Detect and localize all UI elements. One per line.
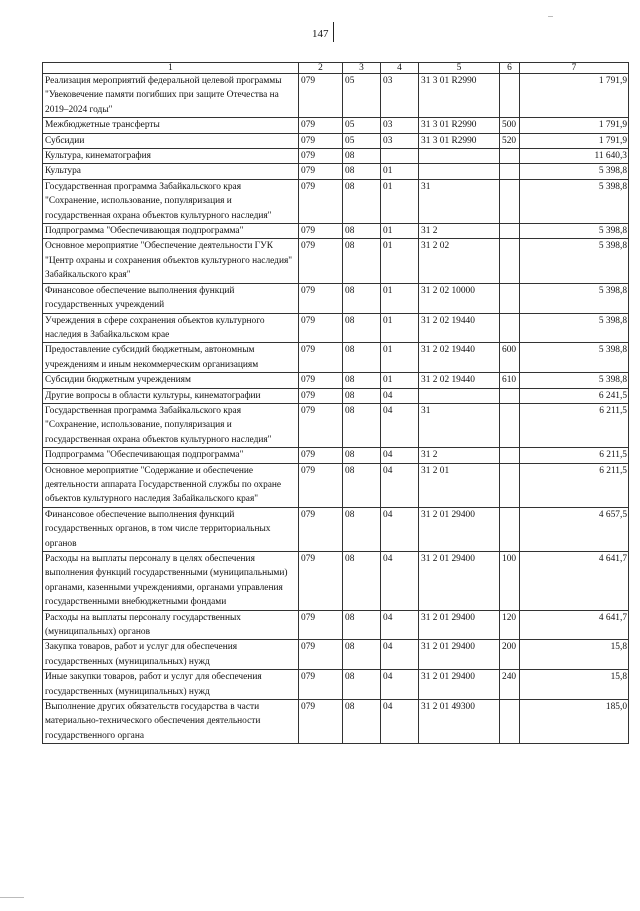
subsection-cell: 04 [381, 640, 419, 670]
section-cell: 08 [343, 403, 381, 447]
column-header: 4 [381, 63, 419, 74]
page-number: 147 [312, 28, 329, 40]
target-article-cell: 31 2 02 19440 [419, 373, 500, 388]
grbs-cell: 079 [299, 373, 343, 388]
grbs-cell: 079 [299, 74, 343, 118]
target-article-cell: 31 2 [419, 448, 500, 463]
table-row [43, 552, 629, 611]
table-row [43, 313, 629, 343]
table-row [43, 507, 629, 551]
table-row [43, 224, 629, 239]
row-name-cell: Культура [43, 164, 299, 179]
grbs-cell: 079 [299, 343, 343, 373]
expense-type-cell: 120 [500, 610, 520, 640]
section-cell: 05 [343, 74, 381, 118]
target-article-cell: 31 2 02 [419, 239, 500, 283]
amount-cell: 6 241,5 [520, 388, 629, 403]
row-name-cell: Учреждения в сфере сохранения объектов культурного наследия в Забайкальском крае [43, 313, 299, 343]
target-article-cell: 31 3 01 R2990 [419, 118, 500, 133]
row-name-cell: Субсидии бюджетным учреждениям [43, 373, 299, 388]
expense-type-cell [500, 179, 520, 223]
row-name-cell: Предоставление субсидий бюджетным, автономным учреждениям и иным некоммерческим организациям [43, 343, 299, 373]
target-article-cell: 31 2 01 29400 [419, 640, 500, 670]
subsection-cell: 01 [381, 164, 419, 179]
subsection-cell: 01 [381, 343, 419, 373]
grbs-cell: 079 [299, 133, 343, 148]
section-cell: 08 [343, 373, 381, 388]
subsection-cell: 03 [381, 118, 419, 133]
expense-type-cell [500, 388, 520, 403]
target-article-cell: 31 [419, 179, 500, 223]
row-name-cell: Реализация мероприятий федеральной целевой программы "Увековечение памяти погибших при защите Отечества на 2019–2024 годы" [43, 74, 299, 118]
expense-type-cell: 100 [500, 552, 520, 611]
target-article-cell: 31 2 01 [419, 463, 500, 507]
amount-cell: 11 640,3 [520, 149, 629, 164]
grbs-cell: 079 [299, 164, 343, 179]
table-row [43, 373, 629, 388]
grbs-cell: 079 [299, 224, 343, 239]
grbs-cell: 079 [299, 610, 343, 640]
table-row [43, 179, 629, 223]
column-header: 2 [299, 63, 343, 74]
expense-type-cell [500, 74, 520, 118]
amount-cell: 5 398,8 [520, 313, 629, 343]
amount-cell: 5 398,8 [520, 343, 629, 373]
subsection-cell: 03 [381, 133, 419, 148]
table-row [43, 670, 629, 700]
row-name-cell: Расходы на выплаты персоналу государственных (муниципальных) органов [43, 610, 299, 640]
row-name-cell: Другие вопросы в области культуры, кинематографии [43, 388, 299, 403]
table-header-row [43, 63, 629, 74]
scan-mark [548, 16, 553, 17]
subsection-cell: 01 [381, 283, 419, 313]
amount-cell: 1 791,9 [520, 118, 629, 133]
target-article-cell: 31 2 01 29400 [419, 552, 500, 611]
grbs-cell: 079 [299, 670, 343, 700]
grbs-cell: 079 [299, 448, 343, 463]
amount-cell: 4 657,5 [520, 507, 629, 551]
column-header: 5 [419, 63, 500, 74]
row-name-cell: Подпрограмма "Обеспечивающая подпрограмма" [43, 448, 299, 463]
column-header: 7 [520, 63, 629, 74]
section-cell: 05 [343, 133, 381, 148]
subsection-cell: 04 [381, 507, 419, 551]
section-cell: 08 [343, 640, 381, 670]
expense-type-cell [500, 149, 520, 164]
target-article-cell: 31 2 01 29400 [419, 670, 500, 700]
grbs-cell: 079 [299, 179, 343, 223]
section-cell: 08 [343, 149, 381, 164]
table-row [43, 133, 629, 148]
page-number-mark [333, 22, 334, 42]
target-article-cell: 31 3 01 R2990 [419, 133, 500, 148]
amount-cell: 15,8 [520, 640, 629, 670]
section-cell: 08 [343, 179, 381, 223]
table-row [43, 463, 629, 507]
amount-cell: 6 211,5 [520, 448, 629, 463]
expense-type-cell [500, 463, 520, 507]
grbs-cell: 079 [299, 149, 343, 164]
row-name-cell: Выполнение других обязательств государства в части материально-технического обеспечения деятельности государственного органа [43, 700, 299, 744]
amount-cell: 5 398,8 [520, 373, 629, 388]
grbs-cell: 079 [299, 283, 343, 313]
amount-cell: 5 398,8 [520, 239, 629, 283]
expense-type-cell [500, 448, 520, 463]
grbs-cell: 079 [299, 640, 343, 670]
expense-type-cell: 520 [500, 133, 520, 148]
amount-cell: 5 398,8 [520, 179, 629, 223]
subsection-cell: 04 [381, 610, 419, 640]
expense-type-cell [500, 507, 520, 551]
column-header: 1 [43, 63, 299, 74]
row-name-cell: Закупка товаров, работ и услуг для обеспечения государственных (муниципальных) нужд [43, 640, 299, 670]
section-cell: 08 [343, 700, 381, 744]
section-cell: 08 [343, 313, 381, 343]
table-row [43, 448, 629, 463]
expense-type-cell [500, 164, 520, 179]
amount-cell: 6 211,5 [520, 403, 629, 447]
expense-type-cell [500, 403, 520, 447]
table-row [43, 388, 629, 403]
section-cell: 08 [343, 448, 381, 463]
row-name-cell: Субсидии [43, 133, 299, 148]
target-article-cell: 31 2 01 29400 [419, 507, 500, 551]
expense-type-cell: 500 [500, 118, 520, 133]
table-row [43, 403, 629, 447]
section-cell: 08 [343, 670, 381, 700]
table-row [43, 343, 629, 373]
expense-type-cell: 200 [500, 640, 520, 670]
grbs-cell: 079 [299, 552, 343, 611]
subsection-cell: 04 [381, 448, 419, 463]
row-name-cell: Финансовое обеспечение выполнения функций государственных органов, в том числе территориальных органов [43, 507, 299, 551]
grbs-cell: 079 [299, 463, 343, 507]
expense-type-cell [500, 700, 520, 744]
target-article-cell [419, 149, 500, 164]
section-cell: 08 [343, 164, 381, 179]
section-cell: 08 [343, 343, 381, 373]
amount-cell: 15,8 [520, 670, 629, 700]
expense-type-cell: 600 [500, 343, 520, 373]
row-name-cell: Государственная программа Забайкальского края "Сохранение, использование, популяризация и государственная охрана объектов культурного наследия" [43, 179, 299, 223]
amount-cell: 185,0 [520, 700, 629, 744]
row-name-cell: Культура, кинематография [43, 149, 299, 164]
grbs-cell: 079 [299, 507, 343, 551]
table-row [43, 149, 629, 164]
section-cell: 08 [343, 283, 381, 313]
section-cell: 08 [343, 463, 381, 507]
section-cell: 08 [343, 388, 381, 403]
row-name-cell: Расходы на выплаты персоналу в целях обеспечения выполнения функций государственными (муниципальными) органами, казенными учреждениями, органами управления государственными внебюджетными фондами [43, 552, 299, 611]
subsection-cell: 04 [381, 552, 419, 611]
amount-cell: 6 211,5 [520, 463, 629, 507]
expense-type-cell [500, 239, 520, 283]
table-row [43, 118, 629, 133]
row-name-cell: Подпрограмма "Обеспечивающая подпрограмма" [43, 224, 299, 239]
target-article-cell: 31 2 01 29400 [419, 610, 500, 640]
row-name-cell: Государственная программа Забайкальского края "Сохранение, использование, популяризация и государственная охрана объектов культурного наследия" [43, 403, 299, 447]
target-article-cell: 31 2 02 10000 [419, 283, 500, 313]
amount-cell: 5 398,8 [520, 164, 629, 179]
subsection-cell [381, 149, 419, 164]
expense-type-cell [500, 283, 520, 313]
table-body [43, 74, 629, 744]
column-header: 6 [500, 63, 520, 74]
subsection-cell: 01 [381, 179, 419, 223]
target-article-cell: 31 2 02 19440 [419, 313, 500, 343]
grbs-cell: 079 [299, 239, 343, 283]
expense-type-cell: 610 [500, 373, 520, 388]
section-cell: 08 [343, 552, 381, 611]
table-row [43, 239, 629, 283]
subsection-cell: 03 [381, 74, 419, 118]
amount-cell: 4 641,7 [520, 552, 629, 611]
grbs-cell: 079 [299, 700, 343, 744]
table-row [43, 640, 629, 670]
row-name-cell: Основное мероприятие "Содержание и обеспечение деятельности аппарата Государственной службы по охране объектов культурного наследия Забайкальского края" [43, 463, 299, 507]
subsection-cell: 01 [381, 313, 419, 343]
expense-type-cell: 240 [500, 670, 520, 700]
subsection-cell: 04 [381, 700, 419, 744]
target-article-cell [419, 388, 500, 403]
subsection-cell: 01 [381, 224, 419, 239]
amount-cell: 1 791,9 [520, 133, 629, 148]
grbs-cell: 079 [299, 403, 343, 447]
target-article-cell: 31 2 01 49300 [419, 700, 500, 744]
target-article-cell: 31 2 02 19440 [419, 343, 500, 373]
amount-cell: 5 398,8 [520, 283, 629, 313]
expense-type-cell [500, 224, 520, 239]
subsection-cell: 01 [381, 239, 419, 283]
amount-cell: 1 791,9 [520, 74, 629, 118]
budget-table [42, 62, 629, 744]
row-name-cell: Межбюджетные трансферты [43, 118, 299, 133]
table-row [43, 700, 629, 744]
subsection-cell: 01 [381, 373, 419, 388]
subsection-cell: 04 [381, 463, 419, 507]
section-cell: 08 [343, 507, 381, 551]
table-row [43, 610, 629, 640]
row-name-cell: Основное мероприятие "Обеспечение деятельности ГУК "Центр охраны и сохранения объектов культурного наследия" Забайкальского края" [43, 239, 299, 283]
subsection-cell: 04 [381, 670, 419, 700]
amount-cell: 5 398,8 [520, 224, 629, 239]
target-article-cell: 31 [419, 403, 500, 447]
budget-table-container [42, 62, 628, 744]
subsection-cell: 04 [381, 403, 419, 447]
section-cell: 08 [343, 239, 381, 283]
table-row [43, 283, 629, 313]
target-article-cell [419, 164, 500, 179]
subsection-cell: 04 [381, 388, 419, 403]
row-name-cell: Иные закупки товаров, работ и услуг для обеспечения государственных (муниципальных) нужд [43, 670, 299, 700]
grbs-cell: 079 [299, 313, 343, 343]
section-cell: 08 [343, 610, 381, 640]
table-row [43, 164, 629, 179]
row-name-cell: Финансовое обеспечение выполнения функций государственных учреждений [43, 283, 299, 313]
column-header: 3 [343, 63, 381, 74]
scan-mark [0, 897, 24, 898]
table-row [43, 74, 629, 118]
section-cell: 08 [343, 224, 381, 239]
grbs-cell: 079 [299, 388, 343, 403]
grbs-cell: 079 [299, 118, 343, 133]
expense-type-cell [500, 313, 520, 343]
amount-cell: 4 641,7 [520, 610, 629, 640]
section-cell: 05 [343, 118, 381, 133]
target-article-cell: 31 3 01 R2990 [419, 74, 500, 118]
target-article-cell: 31 2 [419, 224, 500, 239]
